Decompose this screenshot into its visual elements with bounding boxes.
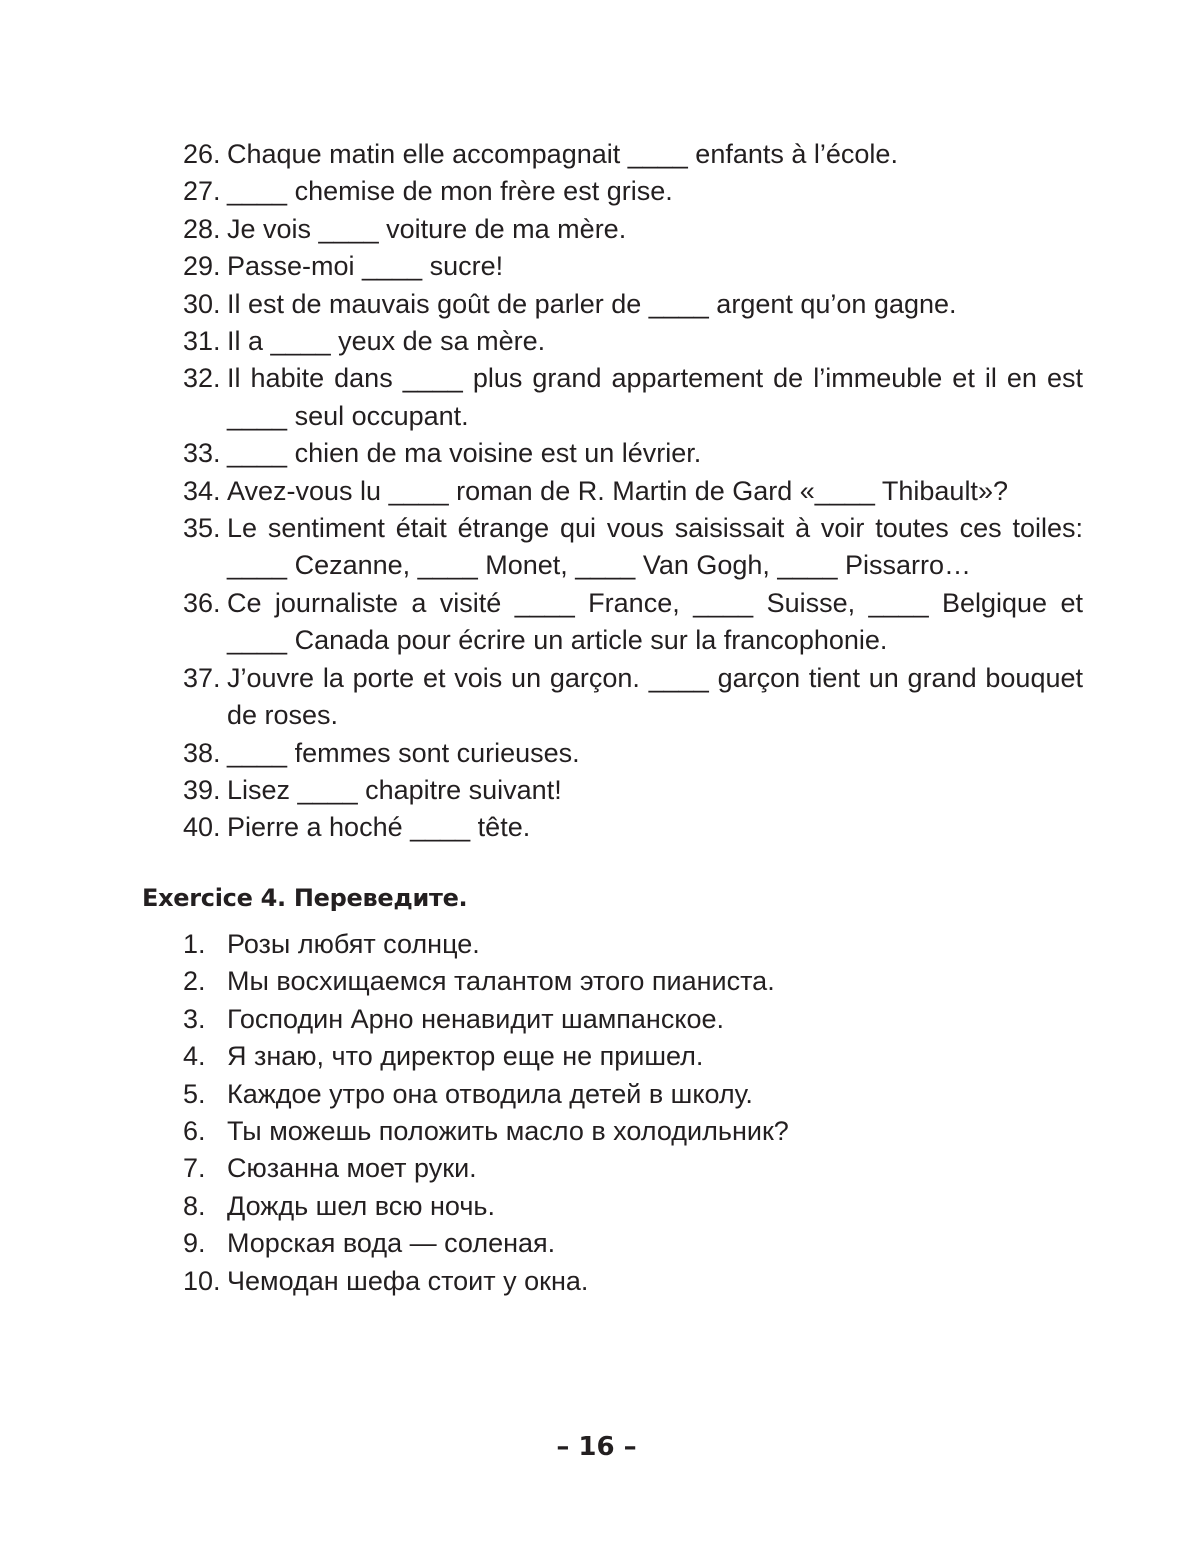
item-text: Господин Арно ненавидит шампанское. <box>227 1003 724 1034</box>
exercise-item <box>183 323 1083 360</box>
exercise-item <box>183 735 1083 772</box>
exercise-item <box>183 286 1083 323</box>
item-number: 6. <box>183 1116 206 1147</box>
item-number: 26. <box>183 139 221 169</box>
item-text: Je vois ____ voiture de ma mère. <box>227 213 627 244</box>
exercise-4-list <box>183 926 1083 1300</box>
item-number: 9. <box>183 1228 206 1259</box>
item-number: 8. <box>183 1190 206 1221</box>
item-number: 10. <box>183 1265 221 1296</box>
item-text: Розы любят солнце. <box>227 929 480 959</box>
item-text: Ты можешь положить масло в холодильник? <box>227 1116 789 1147</box>
item-number: 33. <box>183 438 221 469</box>
item-text: Il habite dans ____ plus grand appartement de l’immeuble et il en est ____ seul occupant. <box>227 363 1083 431</box>
exercise-3-list <box>183 136 1083 847</box>
item-number: 29. <box>183 251 221 282</box>
item-text: Il a ____ yeux de sa mère. <box>227 326 546 357</box>
exercise-item <box>183 1038 1083 1075</box>
exercise-item <box>183 510 1083 585</box>
item-number: 32. <box>183 363 221 394</box>
item-number: 1. <box>183 929 206 959</box>
exercise-item <box>183 1113 1083 1150</box>
exercise-item <box>183 1076 1083 1113</box>
item-number: 36. <box>183 587 221 618</box>
exercise-item <box>183 926 1083 963</box>
item-number: 30. <box>183 288 221 319</box>
exercise-item <box>183 473 1083 510</box>
item-number: 39. <box>183 774 221 805</box>
item-text: Le sentiment était étrange qui vous saisissait à voir toutes ces toiles: ____ Cezanne, ____ Monet, ____ Van Gogh, ____ Pissarro… <box>227 513 1083 581</box>
exercise-item <box>183 360 1083 435</box>
exercise-item <box>183 772 1083 809</box>
exercise-item <box>183 248 1083 285</box>
item-number: 34. <box>183 475 221 506</box>
item-text: Морская вода — соленая. <box>227 1228 556 1259</box>
exercise-4-heading: Exercice 4. Переведите. <box>142 884 468 912</box>
exercise-item <box>183 173 1083 210</box>
item-text: Мы восхищаемся талантом этого пианиста. <box>227 966 775 997</box>
exercise-item <box>183 809 1083 846</box>
item-text: J’ouvre la porte et vois un garçon. ____ garçon tient un grand bouquet de roses. <box>227 662 1083 731</box>
item-text: Passe-moi ____ sucre! <box>227 251 504 282</box>
exercise-item <box>183 1188 1083 1225</box>
item-number: 3. <box>183 1003 206 1034</box>
item-text: Il est de mauvais goût de parler de ____ argent qu’on gagne. <box>227 288 957 319</box>
exercise-item <box>183 660 1083 735</box>
item-number: 5. <box>183 1078 206 1109</box>
item-text: Pierre a hoché ____ tête. <box>227 812 531 843</box>
item-number: 7. <box>183 1153 206 1184</box>
item-text: ____ femmes sont curieuses. <box>227 737 580 768</box>
exercise-item <box>183 211 1083 248</box>
item-number: 38. <box>183 737 221 768</box>
item-text: Я знаю, что директор еще не пришел. <box>227 1041 704 1072</box>
item-text: ____ chien de ma voisine est un lévrier. <box>227 438 702 469</box>
exercise-item <box>183 136 1083 173</box>
exercise-item <box>183 435 1083 472</box>
item-text: Chaque matin elle accompagnait ____ enfants à l’école. <box>227 139 898 169</box>
exercise-item <box>183 1001 1083 1038</box>
item-number: 4. <box>183 1041 206 1072</box>
item-number: 27. <box>183 176 221 207</box>
item-text: Дождь шел всю ночь. <box>227 1190 495 1221</box>
exercise-item <box>183 585 1083 660</box>
item-number: 37. <box>183 662 221 693</box>
exercise-item <box>183 1263 1083 1300</box>
item-number: 31. <box>183 326 221 357</box>
item-number: 2. <box>183 966 206 997</box>
exercise-item <box>183 1225 1083 1262</box>
page-number: – 16 – <box>556 1432 637 1462</box>
item-text: Каждое утро она отводила детей в школу. <box>227 1078 753 1109</box>
item-text: Lisez ____ chapitre suivant! <box>227 774 562 805</box>
exercise-item <box>183 963 1083 1000</box>
item-text: Avez-vous lu ____ roman de R. Martin de Gard «____ Thibault»? <box>227 475 1008 506</box>
item-number: 28. <box>183 213 221 244</box>
item-number: 35. <box>183 513 221 544</box>
item-text: Сюзанна моет руки. <box>227 1153 477 1184</box>
item-text: Чемодан шефа стоит у окна. <box>227 1265 589 1296</box>
item-text: ____ chemise de mon frère est grise. <box>227 176 673 207</box>
item-number: 40. <box>183 812 221 843</box>
exercise-item <box>183 1150 1083 1187</box>
item-text: Ce journaliste a visité ____ France, ____ Suisse, ____ Belgique et ____ Canada pour écrire un article sur la francophonie. <box>227 587 1083 656</box>
